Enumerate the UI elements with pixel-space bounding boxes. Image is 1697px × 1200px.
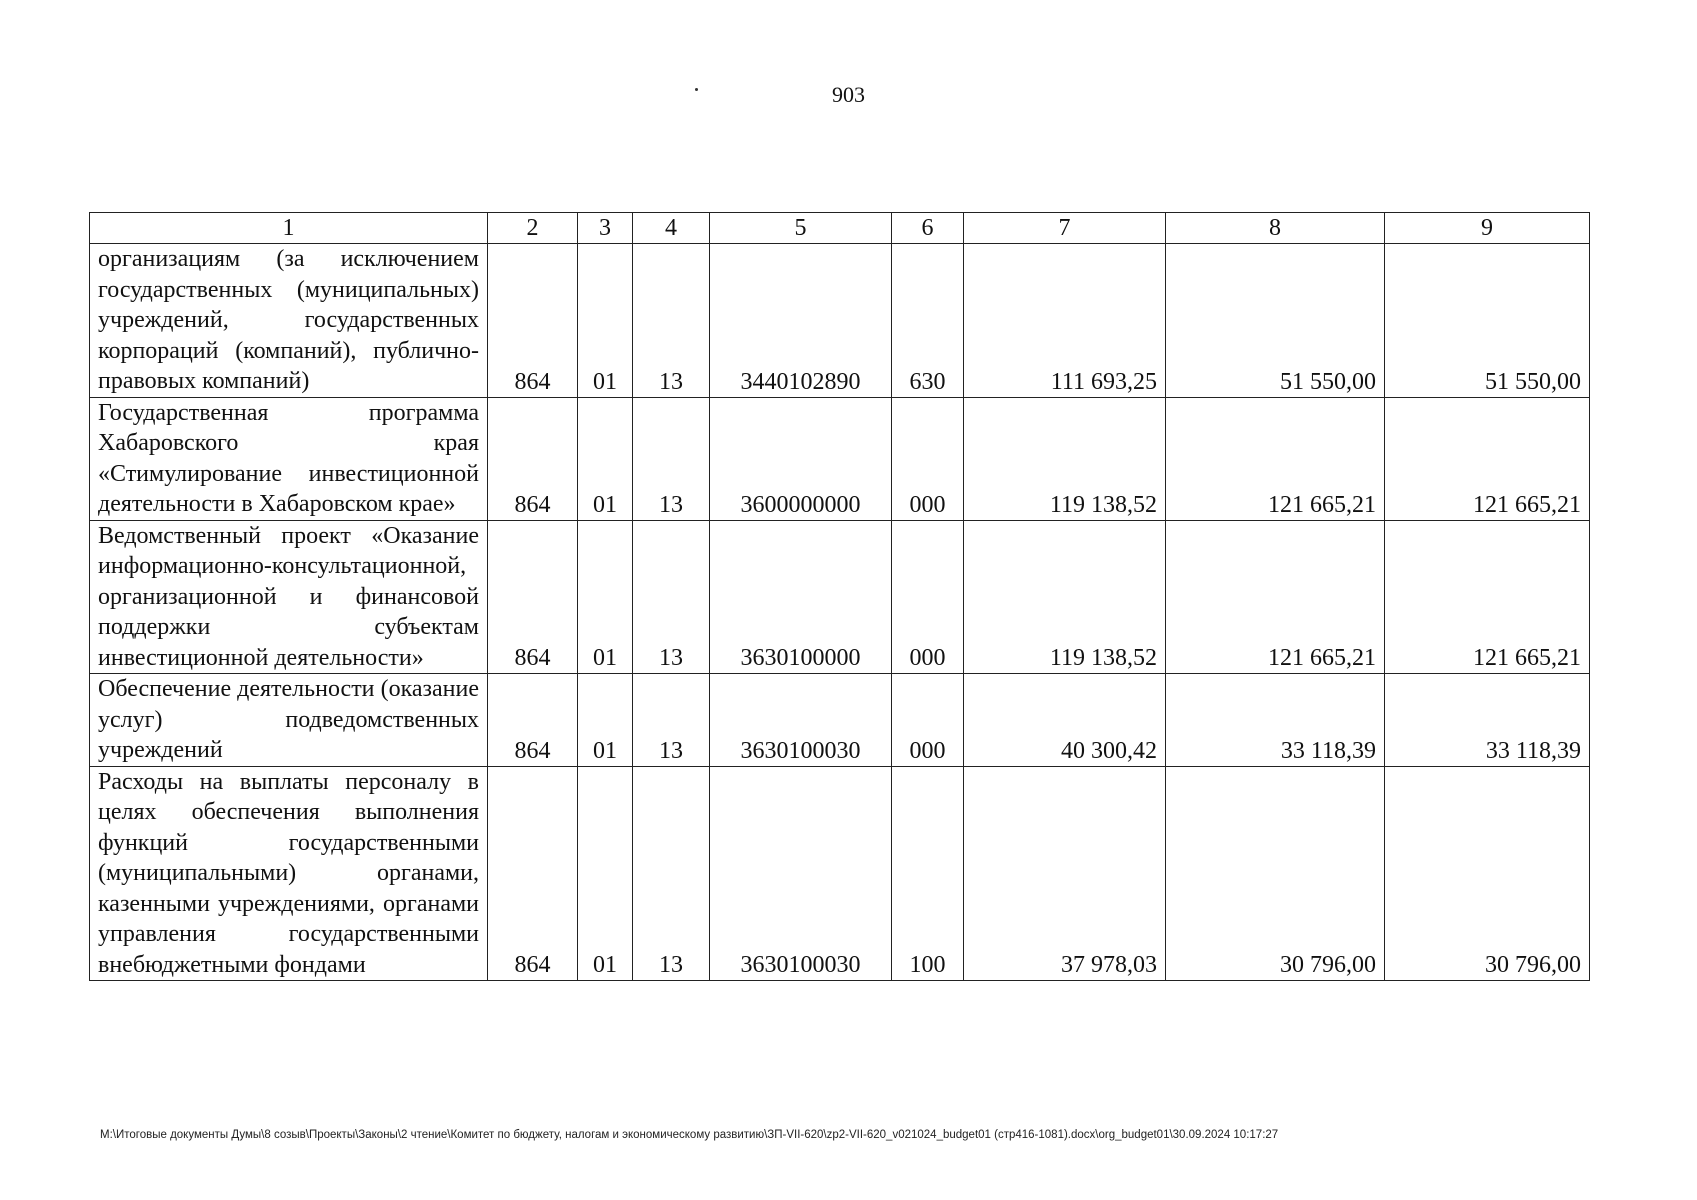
cell-subsection: 13 <box>633 766 710 981</box>
cell-target-article: 3630100030 <box>710 766 892 981</box>
table-row <box>90 766 1590 981</box>
header-cell: 6 <box>892 213 964 244</box>
cell-amount-7: 119 138,52 <box>964 397 1166 520</box>
table-row <box>90 520 1590 674</box>
header-cell: 7 <box>964 213 1166 244</box>
header-cell: 3 <box>578 213 633 244</box>
cell-target-article: 3630100000 <box>710 520 892 674</box>
cell-amount-7: 37 978,03 <box>964 766 1166 981</box>
cell-amount-7: 111 693,25 <box>964 244 1166 398</box>
table-row <box>90 397 1590 520</box>
row-description: Ведомственный проект «Оказание информационно-консультационной, организационной и финансовой поддержки субъектам инвестиционной деятельности» <box>90 520 488 674</box>
cell-admin-code: 864 <box>488 244 578 398</box>
cell-target-article: 3630100030 <box>710 674 892 767</box>
cell-amount-8: 30 796,00 <box>1166 766 1385 981</box>
header-row <box>90 213 1590 244</box>
footer-file-path: M:\Итоговые документы Думы\8 созыв\Проекты\Законы\2 чтение\Комитет по бюджету, налогам и экономическому развитию\ЗП-VII-620\zp2-VII-620_v021024_budget01 (стр416-1081).docx\org_budget01\30.09.2024 10:17:27 <box>100 1129 1279 1141</box>
cell-admin-code: 864 <box>488 397 578 520</box>
table-row <box>90 674 1590 767</box>
cell-admin-code: 864 <box>488 766 578 981</box>
budget-table <box>89 212 1590 981</box>
cell-subsection: 13 <box>633 674 710 767</box>
cell-section: 01 <box>578 397 633 520</box>
page-number: 903 <box>832 82 865 107</box>
cell-amount-8: 121 665,21 <box>1166 520 1385 674</box>
cell-expense-type: 000 <box>892 520 964 674</box>
cell-amount-8: 121 665,21 <box>1166 397 1385 520</box>
row-description: Государственная программа Хабаровского края «Стимулирование инвестиционной деятельности в Хабаровском крае» <box>90 397 488 520</box>
cell-section: 01 <box>578 674 633 767</box>
cell-subsection: 13 <box>633 397 710 520</box>
cell-target-article: 3440102890 <box>710 244 892 398</box>
cell-target-article: 3600000000 <box>710 397 892 520</box>
header-cell: 2 <box>488 213 578 244</box>
header-cell: 5 <box>710 213 892 244</box>
cell-amount-8: 51 550,00 <box>1166 244 1385 398</box>
cell-expense-type: 000 <box>892 397 964 520</box>
cell-amount-9: 121 665,21 <box>1385 520 1590 674</box>
cell-subsection: 13 <box>633 520 710 674</box>
header-cell: 9 <box>1385 213 1590 244</box>
cell-amount-9: 33 118,39 <box>1385 674 1590 767</box>
cell-section: 01 <box>578 766 633 981</box>
cell-amount-9: 121 665,21 <box>1385 397 1590 520</box>
cell-admin-code: 864 <box>488 520 578 674</box>
cell-section: 01 <box>578 244 633 398</box>
header-cell: 1 <box>90 213 488 244</box>
row-description: Обеспечение деятельности (оказание услуг) подведомственных учреждений <box>90 674 488 767</box>
header-cell: 8 <box>1166 213 1385 244</box>
scan-dot <box>695 88 698 91</box>
cell-amount-7: 40 300,42 <box>964 674 1166 767</box>
table-row <box>90 244 1590 398</box>
cell-amount-9: 30 796,00 <box>1385 766 1590 981</box>
cell-expense-type: 630 <box>892 244 964 398</box>
cell-amount-7: 119 138,52 <box>964 520 1166 674</box>
cell-admin-code: 864 <box>488 674 578 767</box>
header-cell: 4 <box>633 213 710 244</box>
row-description: Расходы на выплаты персоналу в целях обеспечения выполнения функций государственными (муниципальными) органами, казенными учреждениями, органами управления государственными внебюджетными фондами <box>90 766 488 981</box>
cell-amount-8: 33 118,39 <box>1166 674 1385 767</box>
row-description: организациям (за исключением государственных (муниципальных) учреждений, государственных корпораций (компаний), публично-правовых компаний) <box>90 244 488 398</box>
cell-section: 01 <box>578 520 633 674</box>
cell-amount-9: 51 550,00 <box>1385 244 1590 398</box>
cell-expense-type: 000 <box>892 674 964 767</box>
cell-subsection: 13 <box>633 244 710 398</box>
cell-expense-type: 100 <box>892 766 964 981</box>
